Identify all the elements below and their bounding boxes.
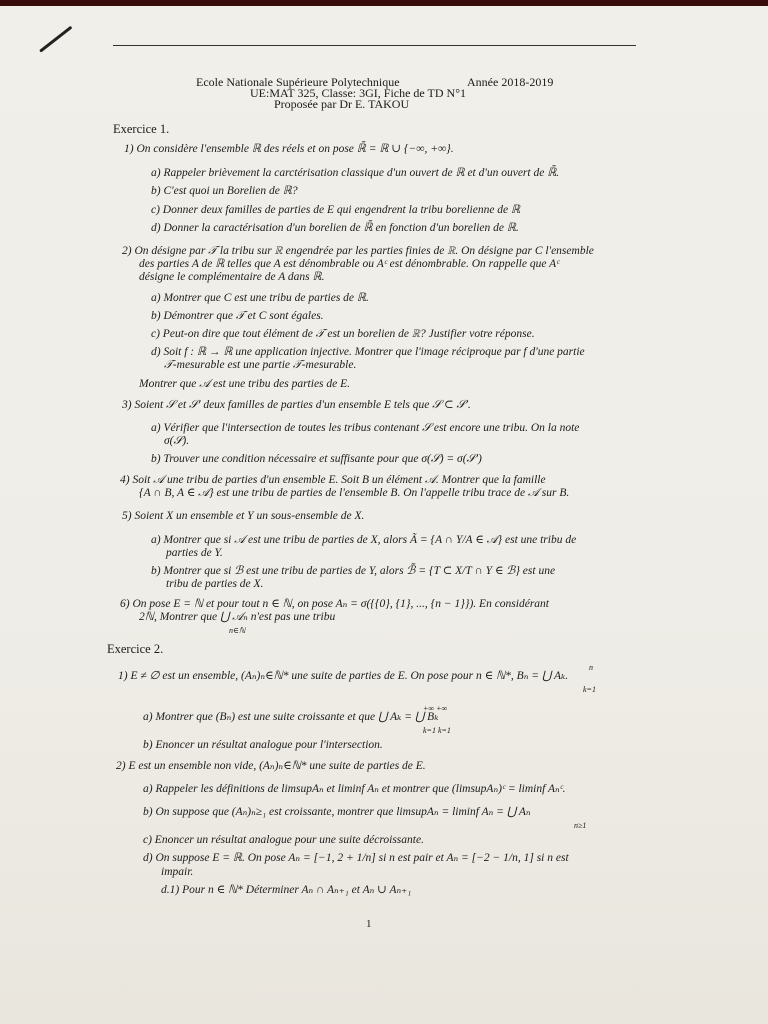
ex1-q1b: b) C'est quoi un Borelien de ℝ? <box>151 185 298 197</box>
course-info: UE:MAT 325, Classe: 3GI, Fiche de TD N°1 <box>250 86 467 100</box>
ex1-q5a-line2: parties de Y. <box>166 547 223 559</box>
ex1-q5: 5) Soient X un ensemble et Y un sous-ensemble de X. <box>122 510 365 522</box>
ex1-q4-line1: 4) Soit 𝒜 une tribu de parties d'un ensemble E. Soit B un élément 𝒜. Montrer que la famille <box>120 474 546 486</box>
ex1-q1: 1) On considère l'ensemble ℝ des réels et on pose ℝ̄ = ℝ ∪ {−∞, +∞}. <box>124 143 454 155</box>
exercise-1-title: Exercice 1. <box>113 122 170 136</box>
ex1-q5b-line2: tribu de parties de X. <box>166 578 264 590</box>
ex2-q2d-line2: impair. <box>161 866 194 878</box>
ex2-q2a: a) Rappeler les définitions de limsupAₙ et liminf Aₙ et montrer que (limsupAₙ)ᶜ = liminf Aₙᶜ. <box>143 783 566 795</box>
pen-mark <box>39 26 72 53</box>
ex1-q2-line3: désigne le complémentaire de A dans ℝ. <box>139 271 325 283</box>
ex1-q3: 3) Soient 𝒮 et 𝒮′ deux familles de parties d'un ensemble E tels que 𝒮 ⊂ 𝒮′. <box>122 399 471 411</box>
ex1-q1d: d) Donner la caractérisation d'un borelien de ℝ̄ en fonction d'un borelien de ℝ. <box>151 222 519 234</box>
ex1-q1c: c) Donner deux familles de parties de E qui engendrent la tribu borelienne de ℝ <box>151 204 521 216</box>
header-rule <box>113 45 636 46</box>
ex2-q2: 2) E est un ensemble non vide, (Aₙ)ₙ∈ℕ* une suite de parties de E. <box>116 760 426 772</box>
ex2-q2d1: d.1) Pour n ∈ ℕ* Déterminer Aₙ ∩ Aₙ₊₁ et Aₙ ∪ Aₙ₊₁ <box>161 884 412 896</box>
ex2-q1-union-bottom: k=1 <box>583 685 596 694</box>
ex1-q6-line2: 2ℕ, Montrer que ⋃ 𝒜ₙ n'est pas une tribu <box>139 611 336 623</box>
ex1-q2-line1: 2) On désigne par 𝒯 la tribu sur ℝ engendrée par les parties finies de ℝ. On désigne par C l'ensemble <box>122 245 594 257</box>
ex1-q1a: a) Rappeler brièvement la carctérisation classique d'un ouvert de ℝ et d'un ouvert de ℝ̄. <box>151 167 560 179</box>
top-edge <box>0 0 768 6</box>
ex2-q1a-union-bottom: k=1 k=1 <box>423 726 451 735</box>
ex1-q2e: Montrer que 𝒜 est une tribu des parties de E. <box>139 378 351 390</box>
ex2-q1b: b) Enoncer un résultat analogue pour l'intersection. <box>143 739 383 751</box>
author: Proposée par Dr E. TAKOU <box>274 97 410 111</box>
ex1-q5a-line1: a) Montrer que si 𝒜 est une tribu de parties de X, alors Ã = {A ∩ Y/A ∈ 𝒜} est une tribu de <box>151 534 577 546</box>
ex1-q6-union-index: n∈ℕ <box>229 626 246 635</box>
ex1-q3b: b) Trouver une condition nécessaire et suffisante pour que σ(𝒮) = σ(𝒮′) <box>151 453 482 465</box>
ex1-q3a-line2: σ(𝒮). <box>164 435 190 447</box>
ex1-q2a: a) Montrer que C est une tribu de parties de ℝ. <box>151 292 369 304</box>
ex2-q2d-line1: d) On suppose E = ℝ. On pose Aₙ = [−1, 2 + 1/n] si n est pair et Aₙ = [−2 − 1/n, 1] si n est <box>143 852 569 864</box>
ex2-q2b: b) On suppose que (Aₙ)ₙ≥₁ est croissante, montrer que limsupAₙ = liminf Aₙ = ⋃ Aₙ <box>143 806 531 818</box>
ex1-q4-line2: {A ∩ B, A ∈ 𝒜} est une tribu de parties de l'ensemble B. On l'appelle tribu trace de 𝒜 sur B. <box>139 487 570 499</box>
ex1-q2c: c) Peut-on dire que tout élément de 𝒯 est un borelien de ℝ? Justifier votre réponse. <box>151 328 535 340</box>
ex2-q2c: c) Enoncer un résultat analogue pour une suite décroissante. <box>143 834 424 846</box>
ex1-q2b: b) Démontrer que 𝒯 et C sont égales. <box>151 310 324 322</box>
ex2-q2b-union-bottom: n≥1 <box>574 821 587 830</box>
ex2-q1: 1) E ≠ ∅ est un ensemble, (Aₙ)ₙ∈ℕ* une suite de parties de E. On pose pour n ∈ ℕ*, Bₙ = ⋃ Aₖ. <box>118 670 569 682</box>
academic-year: Année 2018-2019 <box>467 75 554 89</box>
ex1-q3a-line1: a) Vérifier que l'intersection de toutes les tribus contenant 𝒮 est encore une tribu. On la note <box>151 422 580 434</box>
ex1-q2-line2: des parties A de ℝ telles que A est dénombrable ou Aᶜ est dénombrable. On rappelle que Aᶜ <box>139 258 560 270</box>
exercise-2-title: Exercice 2. <box>107 642 164 656</box>
ex2-q1-union-top: n <box>589 663 593 672</box>
ex1-q5b-line1: b) Montrer que si ℬ est une tribu de parties de Y, alors ℬ̃ = {T ⊂ X/T ∩ Y ∈ ℬ} est une <box>151 565 556 577</box>
school-name: Ecole Nationale Supérieure Polytechnique <box>196 75 400 89</box>
ex2-q1a: a) Montrer que (Bₙ) est une suite croissante et que ⋃ Aₖ = ⋃ Bₖ <box>143 711 439 723</box>
ex1-q2d-line1: d) Soit f : ℝ → ℝ une application injective. Montrer que l'image réciproque par f d'une partie <box>151 346 585 358</box>
ex1-q6-line1: 6) On pose E = ℕ et pour tout n ∈ ℕ, on pose Aₙ = σ({{0}, {1}, ..., {n − 1}}). En considérant <box>120 598 549 610</box>
ex1-q2d-line2: 𝒯-mesurable est une partie 𝒯-mesurable. <box>164 359 357 371</box>
page-number: 1 <box>366 918 372 930</box>
ex2-q1a-union-top: +∞ +∞ <box>423 704 448 713</box>
